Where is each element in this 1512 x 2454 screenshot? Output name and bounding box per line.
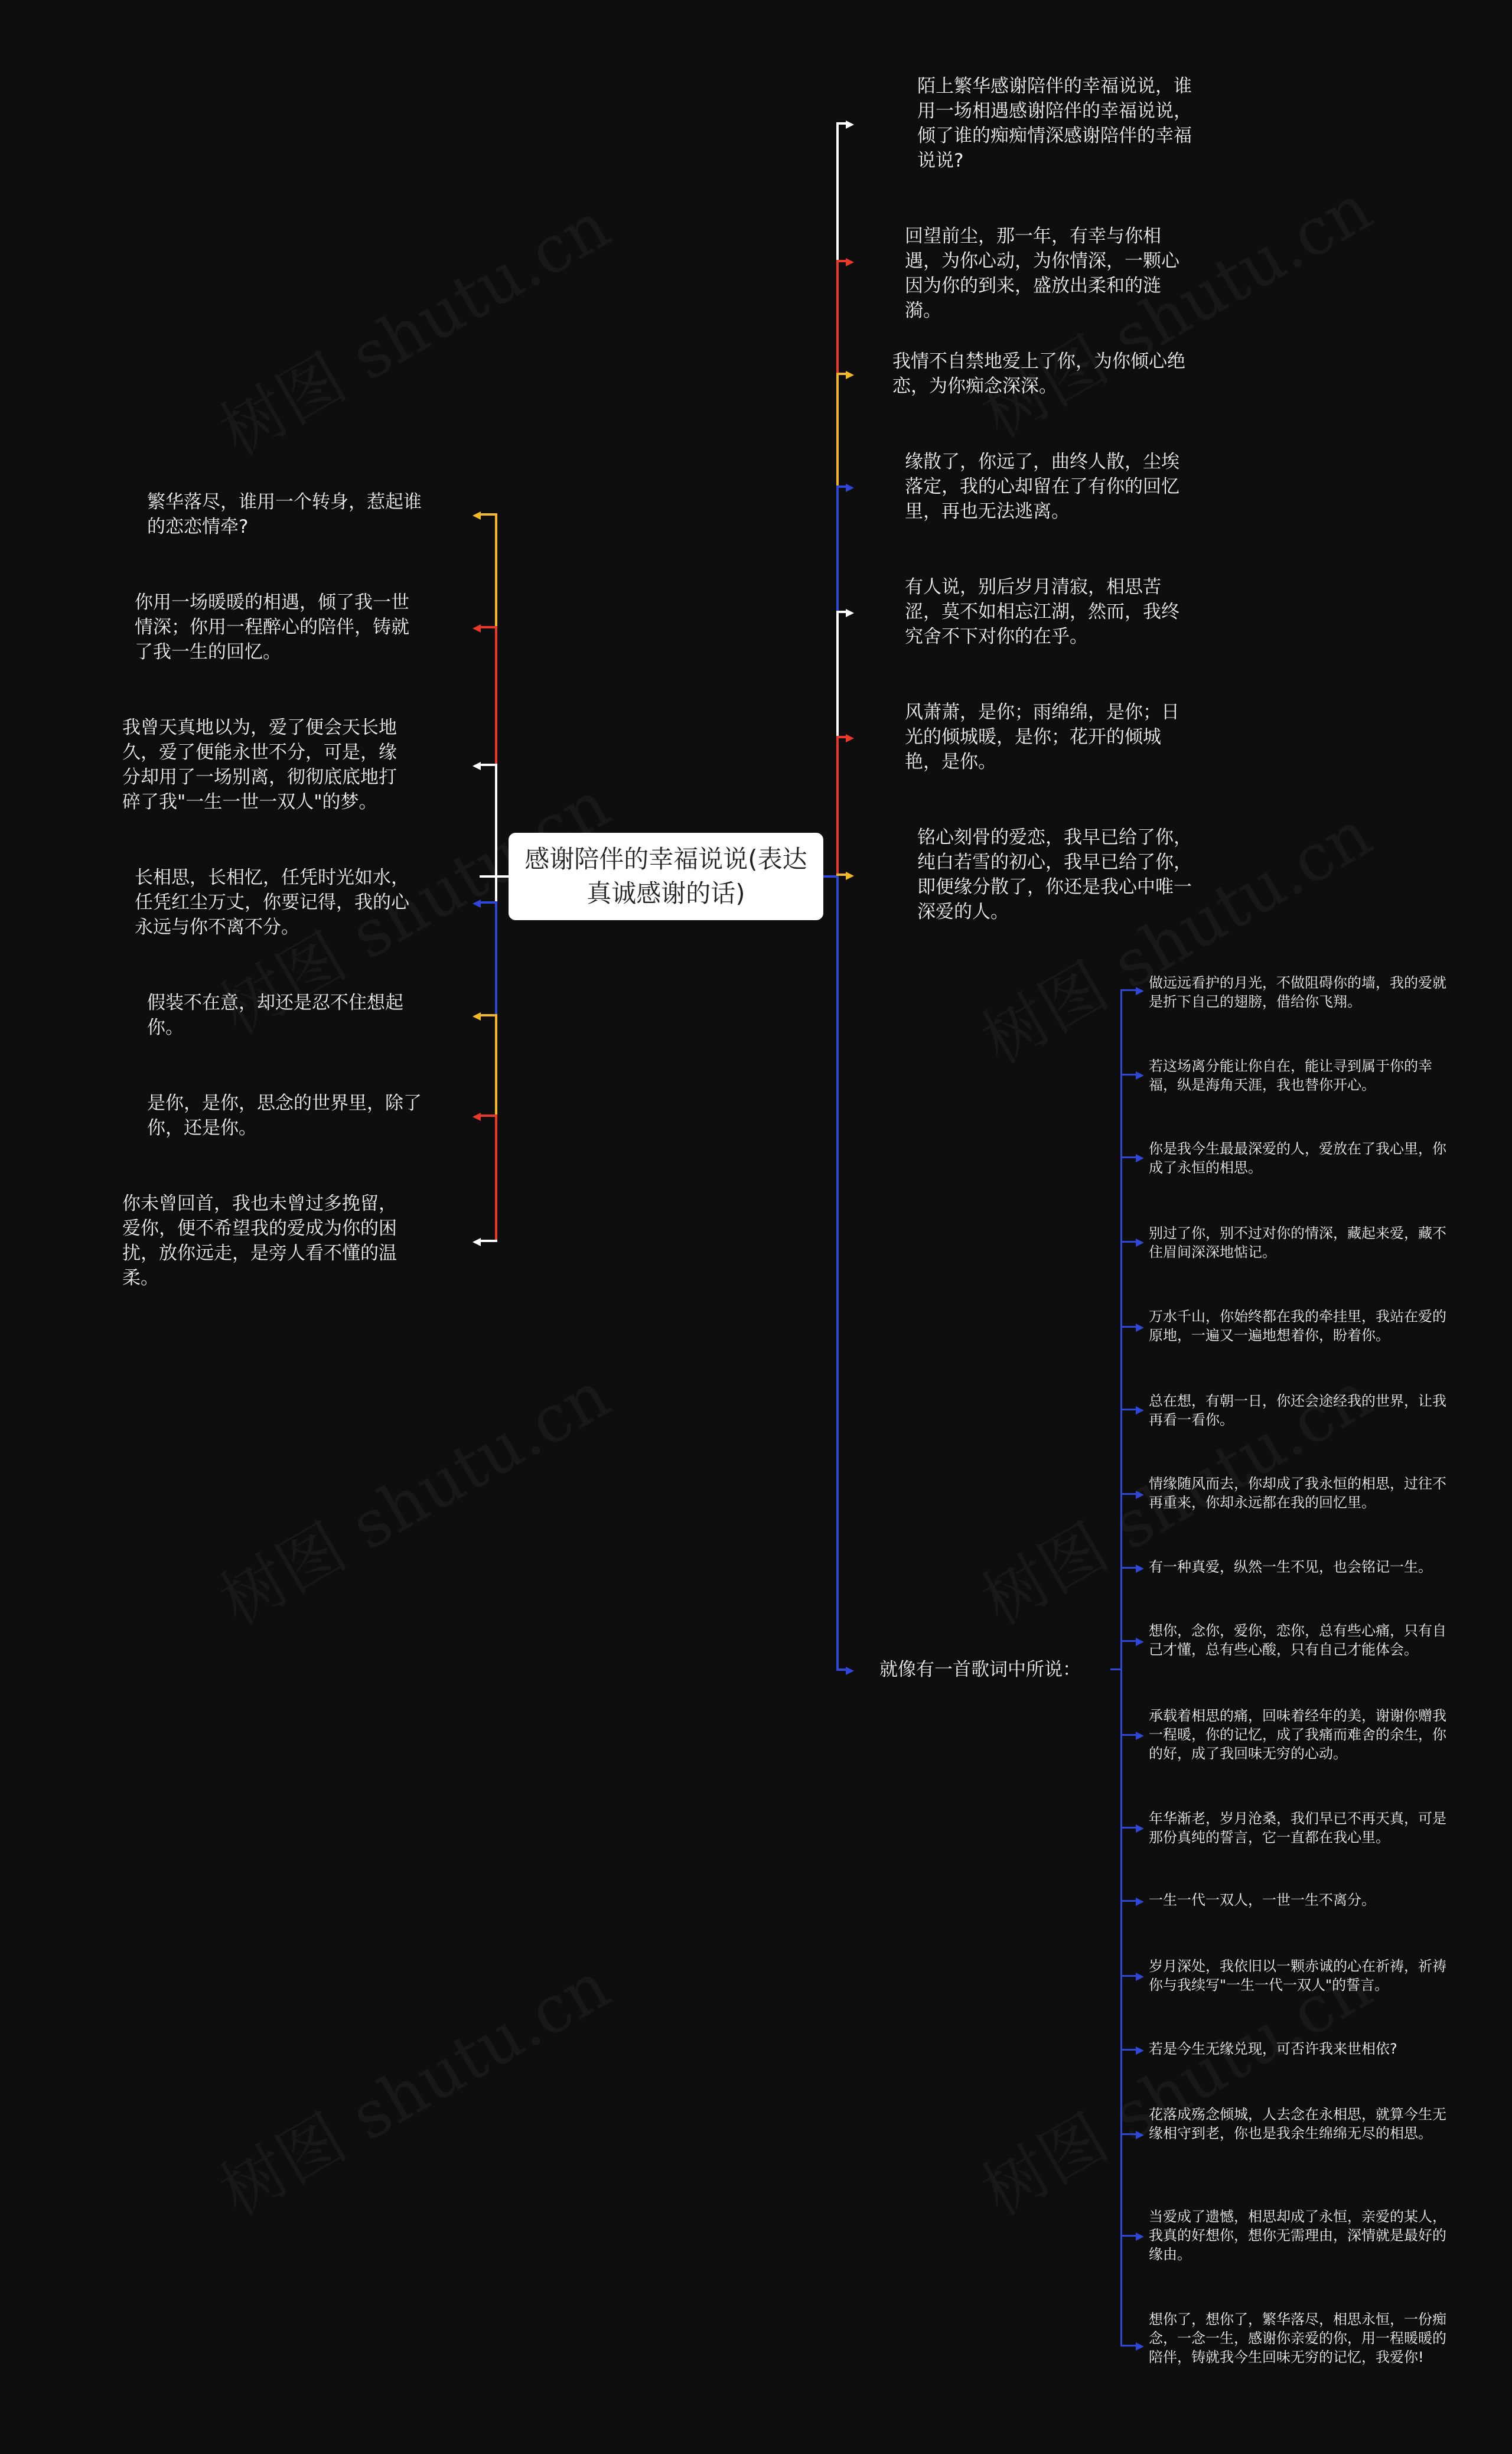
connector-line	[1120, 1640, 1137, 1642]
watermark	[201, 1345, 624, 1643]
arrow-icon	[472, 624, 481, 633]
right-topic[interactable]: 回望前尘，那一年，有幸与你相遇，为你心动，为你情深，一颗心因为你的到来，盛放出柔和的涟漪。	[905, 226, 1179, 321]
connector-line	[1120, 1734, 1137, 1736]
right-topic[interactable]: 风萧萧，是你；雨绵绵，是你；日光的倾城暖，是你；花开的倾城艳，是你。	[905, 702, 1179, 773]
connector-line	[836, 373, 839, 488]
arrow-icon	[1136, 1973, 1144, 1981]
arrow-icon	[1136, 1406, 1144, 1415]
arrow-icon	[846, 371, 854, 379]
arrow-icon	[472, 1012, 481, 1021]
connector-line	[495, 1014, 497, 1117]
connector-line	[1120, 2049, 1137, 2051]
connector-line	[1120, 1074, 1137, 1076]
connector-line	[836, 736, 839, 876]
right-topic[interactable]: 我情不自禁地爱上了你，为你倾心绝恋，为你痴念深深。	[892, 351, 1185, 397]
arrow-icon	[846, 609, 854, 617]
connector-line	[480, 626, 497, 628]
connector-line	[1120, 989, 1137, 991]
connector-line	[1120, 1326, 1137, 1328]
central-topic-title: 感谢陪伴的幸福说说(表达真诚感谢的话)	[524, 845, 807, 908]
arrow-icon	[1136, 1638, 1144, 1646]
arrow-icon	[1136, 2342, 1144, 2351]
connector-line	[480, 1240, 497, 1242]
left-topic[interactable]: 你未曾回首，我也未曾过多挽留，爱你，便不希望我的爱成为你的困扰，放你远走，是旁人看不懂的温柔。	[122, 1193, 397, 1289]
lyric-item[interactable]: 做远远看护的月光，不做阻碍你的墙，我的爱就是折下自己的翅膀，借给你飞翔。	[1149, 975, 1446, 1010]
lyric-item[interactable]: 万水千山，你始终都在我的牵挂里，我站在爱的原地，一遍又一遍地想着你，盼着你。	[1149, 1308, 1446, 1344]
arrow-icon	[1136, 1565, 1144, 1573]
right-topic[interactable]: 就像有一首歌词中所说：	[879, 1659, 1081, 1680]
arrow-icon	[846, 734, 854, 742]
connector-line	[836, 260, 839, 375]
arrow-icon	[1136, 2131, 1144, 2139]
connector-line	[1110, 1668, 1120, 1670]
arrow-icon	[846, 1667, 854, 1675]
connector-line	[480, 1114, 497, 1117]
connector-line	[495, 513, 497, 628]
arrow-icon	[1136, 1898, 1144, 1906]
connector-line	[836, 611, 839, 738]
watermark	[201, 175, 624, 474]
arrow-icon	[846, 258, 854, 266]
lyric-item[interactable]: 若是今生无缘兑现，可否许我来世相依?	[1149, 2041, 1397, 2057]
arrow-icon	[1136, 1154, 1144, 1162]
connector-line	[1120, 1827, 1137, 1829]
left-topic[interactable]: 你用一场暖暖的相遇，倾了我一世情深；你用一程醉心的陪伴，铸就了我一生的回忆。	[135, 592, 409, 663]
lyric-item[interactable]: 当爱成了遗憾，相思却成了永恒，亲爱的某人，我真的好想你，想你无需理由，深情就是最好的缘由。	[1149, 2208, 1446, 2263]
left-topic[interactable]: 长相思，长相忆，任凭时光如水，任凭红尘万丈，你要记得，我的心永远与你不离不分。	[135, 867, 409, 938]
connector-line	[836, 485, 839, 613]
connector-line	[1120, 1241, 1137, 1243]
arrow-icon	[472, 1238, 481, 1246]
connector-line	[836, 122, 839, 262]
arrow-icon	[1136, 2046, 1144, 2055]
right-topic[interactable]: 缘散了，你远了，曲终人散，尘埃落定，我的心却留在了有你的回忆里，再也无法逃离。	[905, 451, 1179, 522]
arrow-icon	[1136, 1732, 1144, 1740]
arrow-icon	[846, 484, 854, 492]
right-topic[interactable]: 陌上繁华感谢陪伴的幸福说说，谁用一场相遇感谢陪伴的幸福说说，倾了谁的痴痴情深感谢陪伴的幸福说说?	[917, 76, 1192, 171]
arrow-icon	[846, 872, 854, 880]
connector-line	[1120, 1567, 1137, 1569]
lyric-item[interactable]: 一生一代一双人，一世一生不离分。	[1149, 1892, 1376, 1908]
lyric-item[interactable]: 花落成殇念倾城，人去念在永相思，就算今生无缘相守到老，你也是我余生绵绵无尽的相思。	[1149, 2106, 1446, 2142]
lyric-item[interactable]: 若这场离分能让你自在，能让寻到属于你的幸福，纵是海角天涯，我也替你开心。	[1149, 1058, 1432, 1093]
lyric-item[interactable]: 年华渐老，岁月沧桑，我们早已不再天真，可是那份真纯的誓言，它一直都在我心里。	[1149, 1810, 1446, 1846]
lyric-item[interactable]: 情缘随风而去，你却成了我永恒的相思，过往不再重来，你却永远都在我的回忆里。	[1149, 1475, 1446, 1511]
arrow-icon	[1136, 1071, 1144, 1080]
arrow-icon	[1136, 1824, 1144, 1833]
lyric-item[interactable]: 岁月深处，我依旧以一颗赤诚的心在祈祷，祈祷你与我续写"一生一代一双人"的誓言。	[1149, 1958, 1446, 1993]
lyric-item[interactable]: 想你了，想你了，繁华落尽，相思永恒，一份痴念，一念一生，感谢你亲爱的你，用一程暖暖的陪伴，铸就我今生回味无穷的记忆，我爱你!	[1149, 2311, 1446, 2365]
connector-line	[1120, 1156, 1137, 1158]
connector-line	[480, 901, 497, 904]
connector-line	[1120, 2133, 1137, 2135]
right-topic[interactable]: 铭心刻骨的爱恋，我早已给了你，纯白若雪的初心，我早已给了你，即便缘分散了，你还是我心中唯一深爱的人。	[917, 827, 1192, 923]
lyric-item[interactable]: 别过了你，别不过对你的情深，藏起来爱，藏不住眉间深深地惦记。	[1149, 1225, 1446, 1260]
connector-line	[1120, 989, 1122, 2347]
connector-line	[1120, 2345, 1137, 2347]
connector-line	[480, 875, 509, 878]
connector-line	[495, 764, 497, 904]
left-topic[interactable]: 繁华落尽，谁用一个转身，惹起谁的恋恋情牵?	[147, 491, 422, 537]
connector-line	[480, 764, 497, 766]
connector-line	[1120, 1493, 1137, 1495]
arrow-icon	[1136, 1491, 1144, 1499]
arrow-icon	[472, 900, 481, 908]
arrow-icon	[472, 762, 481, 770]
arrow-icon	[472, 1113, 481, 1121]
left-topic[interactable]: 假装不在意，却还是忍不住想起你。	[147, 992, 403, 1038]
connector-line	[480, 1014, 497, 1016]
watermark	[201, 1935, 624, 2234]
arrow-icon	[1136, 1239, 1144, 1247]
lyric-item[interactable]: 你是我今生最最深爱的人，爱放在了我心里，你成了永恒的相思。	[1149, 1140, 1446, 1176]
connector-line	[1120, 2235, 1137, 2237]
arrow-icon	[472, 511, 481, 520]
arrow-icon	[846, 120, 854, 129]
right-topic[interactable]: 有人说，别后岁月清寂，相思苦涩，莫不如相忘江湖，然而，我终究舍不下对你的在乎。	[905, 576, 1179, 647]
lyric-item[interactable]: 想你，念你，爱你，恋你，总有些心痛，只有自己才懂，总有些心酸，只有自己才能体会。	[1149, 1622, 1446, 1658]
connector-line	[1120, 1409, 1137, 1410]
arrow-icon	[1136, 987, 1144, 995]
connector-line	[495, 1114, 497, 1242]
connector-line	[495, 901, 497, 1016]
connector-line	[1120, 1975, 1137, 1977]
connector-line	[823, 875, 836, 878]
lyric-item[interactable]: 有一种真爱，纵然一生不见，也会铭记一生。	[1149, 1559, 1432, 1575]
lyric-item[interactable]: 总在想，有朝一日，你还会途经我的世界，让我再看一看你。	[1149, 1393, 1446, 1428]
left-topic[interactable]: 是你，是你，思念的世界里，除了你，还是你。	[147, 1093, 422, 1139]
left-topic[interactable]: 我曾天真地以为，爱了便会天长地久，爱了便能永世不分，可是，缘分却用了一场别离，彻彻底底地打碎了我"一生一世一双人"的梦。	[122, 717, 397, 813]
connector-line	[495, 626, 497, 766]
arrow-icon	[1136, 2233, 1144, 2241]
connector-line	[1120, 1900, 1137, 1902]
arrow-icon	[1136, 1324, 1144, 1332]
lyric-item[interactable]: 承载着相思的痛，回味着经年的美，谢谢你赠我一程暖，你的记忆，成了我痛而难舍的余生，你的好，成了我回味无穷的心动。	[1149, 1707, 1446, 1762]
connector-line	[836, 874, 839, 1671]
connector-line	[480, 513, 497, 516]
